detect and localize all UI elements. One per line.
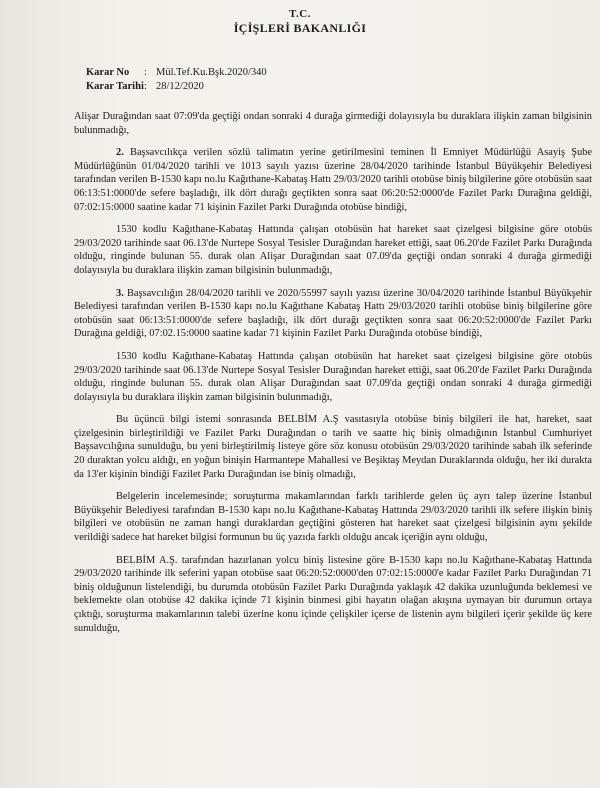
separator: :	[144, 67, 147, 78]
state-label: T.C.	[289, 8, 311, 20]
paragraph-text: 1530 kodlu Kağıthane-Kabataş Hattında çalışan otobüsün hat hareket saat çizelgesi bilgisine göre otobüs 29/03/2020 tarihinde saat 06.13'de Nurtepe Sosyal Tesisler Durağından hareket ettiği, saat 06.20'de Fazilet Parkı Durağında olduğu, ringinde bulunan 55. durak olan Alişar Durağından saat 07.09'da geçtiği ondan sonraki 4 durağa girmediği dolayısıyla bu duraklara ilişkin zaman bilgisinin bulunmadığı,	[74, 350, 592, 403]
ministry-title: İÇİŞLERİ BAKANLIĞI	[233, 21, 367, 35]
document-body	[74, 110, 592, 644]
decision-date-row	[86, 80, 267, 94]
paragraph	[74, 490, 592, 544]
paragraph-text: Belgelerin incelemesinde; soruşturma makamlarından farklı tarihlerde gelen üç ayrı talep üzerine İstanbul Büyükşehir Belediyesi tarafından B-1530 kapı no.lu Kağıthane-Kabataş Hattında 29/03/2020 tarihli ilk sefere ilişkin biniş bilgileri ve otobüsün ne zaman hangi duraklardan geçtiğini gösteren hat hareket saat çizelgesi bilgisinin aynı şekilde verildiği sadece hat hareket bilgisi formunun bu üç yazıda farklı olduğu ancak içeriğin aynı olduğu,	[74, 491, 592, 544]
paragraph-text: Bu üçüncü bilgi istemi sonrasında BELBİM A.Ş vasıtasıyla otobüse biniş bilgileri ile hat, hareket, saat çizelgesinin birleştirildiği ve Fazilet Parkı Durağından o tarih ve saatte hiç biniş olmadığının İstanbul Cumhuriyet Başsavcılığına sunulduğu, bu yeni birleştirilmiş listeye göre söz konusu otobüsün 29/03/2020 tarihinde sabah ilk seferinde 20 duraktan yolcu aldığı, en yoğun binişin Harmantepe Mahallesi ve Beşiktaş Meydan Duraklarında olduğu, her iki durakta da 13'er kişinin bindiği Fazilet Parkı Durağından ise biniş olmadığı,	[74, 414, 592, 480]
paragraph	[74, 554, 592, 636]
paragraph-text: BELBİM A.Ş. tarafından hazırlanan yolcu biniş listesine göre B-1530 kapı no.lu Kağıthane-Kabataş Hattında 29/03/2020 tarihinde ilk seferini yapan otobüse saat 06:20:52:0000'den 07:02:15:0000'e kadar Fazilet Parkı Durağından 71 biniş olduğunun listelendiği, bu durumda otobüsün Fazilet Parkı Durağında yaklaşık 42 dakika uzunluğunda beklemesi ve beklemekte olan otobüse 42 dakika içinde 71 kişinin binmesi gibi hayatın olağan akışına uymayan bir durumun ortaya çıktığı, soruşturma makamlarının talebi üzerine konu içinde çelişkiler içerse de listenin aynı bilgileri içerir şekilde üç kere sunulduğu,	[74, 554, 592, 634]
paragraph-text: 1530 kodlu Kağıthane-Kabataş Hattında çalışan otobüsün hat hareket saat çizelgesi bilgisine göre otobüs 29/03/2020 tarihinde saat 06.13'de Nurtepe Sosyal Tesisler Durağından hareket ettiği, saat 06.20'de Fazilet Parkı Durağında olduğu, ringinde bulunan 55. durak olan Alişar Durağından saat 07.09'da geçtiği ondan sonraki 4 durağa girmediği dolayısıyla bu duraklara ilişkin zaman bilgisinin bulunmadığı,	[74, 224, 592, 276]
decision-number-label: Karar No	[86, 67, 130, 78]
paragraph	[74, 287, 592, 341]
paragraph-text: Alişar Durağından saat 07:09'da geçtiği ondan sonraki 4 durağa girmediği dolayısıyla bu duraklara ilişkin zaman bilgisinin bulunmadığı,	[74, 111, 592, 136]
decision-number-value: Mül.Tef.Ku.Bşk.2020/340	[156, 67, 267, 78]
separator: :	[144, 81, 147, 92]
paragraph	[74, 146, 592, 214]
paragraph-text: Başsavcılıkça verilen sözlü talimatın yerine getirilmesini teminen İl Emniyet Müdürlüğü Asayiş Şube Müdürlüğünün 01/04/2020 tarihli ve 1013 sayılı yazısı üzerine 28/04/2020 tarihinde İstanbul Büyükşehir Belediyesi tarafından verilen B-1530 kapı no.lu Kağıthane-Kabataş Hattı 29/03/2020 tarihli otobüse biniş bilgilerine göre otobüsün saat 06:13:51:0000'de sefere başladığı, ilk dört durağı geçtikten sonra saat 06:20:52:0000'de Fazilet Parkı Durağına geldiği, 07:02:15:0000 saatine kadar 71 kişinin Fazilet Parkı Durağında otobüse bindiği,	[74, 147, 592, 213]
decision-date-label: Karar Tarihi	[86, 81, 144, 92]
paragraph-number: 3.	[116, 287, 124, 299]
paragraph	[74, 413, 592, 481]
decision-meta	[86, 66, 267, 94]
paragraph-number: 2.	[116, 147, 124, 159]
decision-date-value: 28/12/2020	[156, 81, 204, 92]
paragraph	[74, 223, 592, 277]
decision-number-row	[86, 66, 267, 80]
paragraph	[74, 350, 592, 404]
paragraph-text: Başsavcılığın 28/04/2020 tarihli ve 2020/55997 sayılı yazısı üzerine 30/04/2020 tarihinde İstanbul Büyükşehir Belediyesi tarafından verilen B-1530 kapı no.lu Kağıthane Kabataş Hattı 29/03/2020 tarihli otobüse biniş bilgilerine göre otobüsün saat 06:13:51:0000'de sefere başladığı, ilk dört durağı geçtikten sonra saat 06:20:52:0000'de Fazilet Parkı Durağına geldiği, 07:02.15:0000 saatine kadar 71 kişinin Fazilet Parkı Durağında otobüse bindiği,	[74, 287, 592, 340]
paragraph	[74, 110, 592, 137]
document-header	[0, 0, 600, 36]
